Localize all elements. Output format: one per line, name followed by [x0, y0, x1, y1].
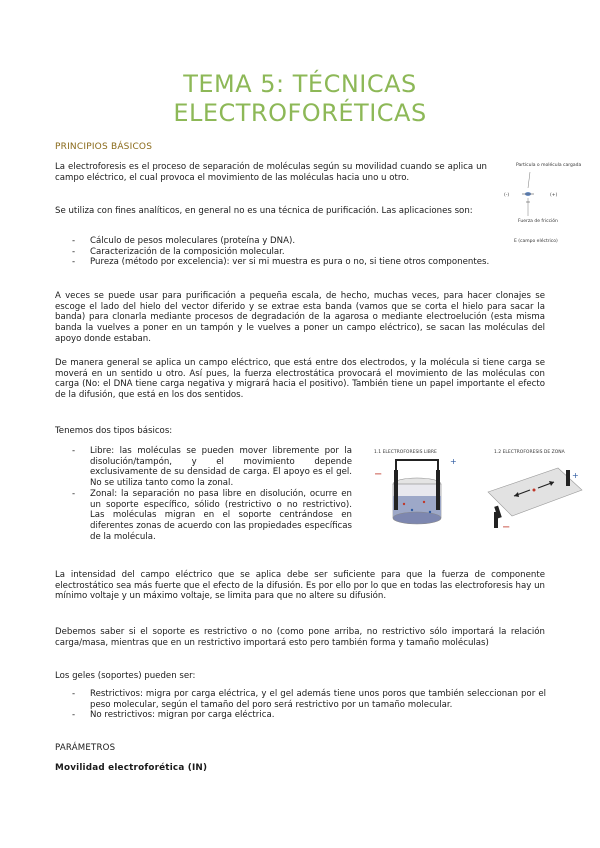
paragraph-types-intro: Tenemos dos tipos básicos: [55, 426, 173, 436]
paragraph-definition: La electroforesis es el proceso de separación de moléculas según su movilidad cuando se aplica un campo eléctrico, el cual provoca el movimiento de las moléculas hacia uno u otro. [55, 162, 487, 183]
paragraph-uses: Se utiliza con fines analíticos, en general no es una técnica de purificación. Las aplicaciones son: [55, 206, 473, 216]
paragraph-support: Debemos saber si el soporte es restrictivo o no (como pone arriba, no restrictivo sólo importará la relación carga/masa, mientras que en un restrictivo importará esto pero también forma y tamaño moléculas) [55, 627, 545, 648]
title-line-2: ELECTROFORÉTICAS [173, 99, 427, 127]
list-item: - Libre: las moléculas se pueden mover libremente por la disolución/tampón, y el movimiento depende exclusivamente de su densidad de carga. El apoyo es el gel. No se utiliza tanto como la zonal. [72, 446, 352, 489]
list-item: - Zonal: la separación no pasa libre en disolución, ocurre en un soporte específico, sólido (restrictivo o no restrictivo). Las moléculas migran en el soporte centrándose en diferentes zonas de acuerdo con las propiedades específicas de la molécula. [72, 489, 352, 543]
types-list [72, 446, 352, 542]
fig2-plus-left: + [450, 457, 457, 466]
section-heading-parametros: PARÁMETROS [55, 743, 116, 753]
fig1-label-field: E (campo eléctrico) [514, 239, 558, 244]
fig1-minus: (-) [504, 193, 510, 198]
paragraph-purification: A veces se puede usar para purificación a pequeña escala, de hecho, muchas veces, para hacer clonajes se escoge el lado del hielo del vector diferido y se extrae esta banda (vamos que se corta el hielo para sacar la banda) para clonarla mediante procesos de degradación de la agarosa o mediante electroelución (esta misma banda la vuelves a poner en un tampón y le vuelves a poner un campo eléctrico), se sacan las moléculas del apoyo donde estaban. [55, 291, 545, 344]
fig2-minus-right: − [502, 522, 511, 533]
zone-electrophoresis-diagram [480, 446, 588, 534]
fig2-label-free: 1.1 ELECTROFORESIS LIBRE [374, 450, 437, 455]
title-line-1: TEMA 5: TÉCNICAS [183, 70, 417, 98]
fig2-label-zone: 1.2 ELECTROFORESIS DE ZONA [494, 450, 565, 455]
list-item: - No restrictivos: migran por carga eléctrica. [72, 710, 546, 721]
list-item: - Pureza (método por excelencia): ver si mi muestra es pura o no, si tiene otros componentes. [72, 257, 546, 268]
applications-list [72, 236, 546, 268]
paragraph-field: De manera general se aplica un campo eléctrico, que está entre dos electrodos, y la molécula si tiene carga se moverá en un sentido u otro. Así pues, la fuerza electrostática provocará el movimiento de las moléculas con carga (No: el DNA tiene carga negativa y migrará hacia el positivo). También tiene un papel importante el efecto de la difusión, que está en los dos sentidos. [55, 358, 545, 401]
free-electrophoresis-diagram [366, 446, 466, 534]
list-item: - Cálculo de pesos moleculares (proteína y DNA). [72, 236, 546, 247]
subheading-movilidad: Movilidad electroforética (IN) [55, 763, 208, 773]
gels-list [72, 689, 546, 721]
fig2-plus-right: + [572, 471, 579, 480]
section-heading-principios: PRINCIPIOS BÁSICOS [55, 142, 153, 152]
particle-diagram [500, 158, 582, 248]
fig1-label-friction: Fuerza de fricción [518, 219, 558, 224]
list-item: - Restrictivos: migra por carga eléctrica, y el gel además tiene unos poros que también seleccionan por el peso molecular, según el tamaño del poro será restrictivo por un tamaño molecular. [72, 689, 546, 710]
list-item: - Caracterización de la composición molecular. [72, 247, 546, 258]
fig2-minus-left: − [374, 469, 383, 480]
paragraph-intensity: La intensidad del campo eléctrico que se aplica debe ser suficiente para que la fuerza de componente electrostático sea más fuerte que el efecto de la difusión. Es por ello por lo que en todas las electroforesis hay un mínimo voltaje y un máximo voltaje, se limita para que no altere su difusión. [55, 570, 545, 602]
fig1-plus: (+) [550, 193, 558, 198]
paragraph-gels-intro: Los geles (soportes) pueden ser: [55, 671, 196, 681]
page-title [0, 70, 600, 128]
fig1-label-particle: Partícula o molécula cargada [516, 163, 582, 168]
